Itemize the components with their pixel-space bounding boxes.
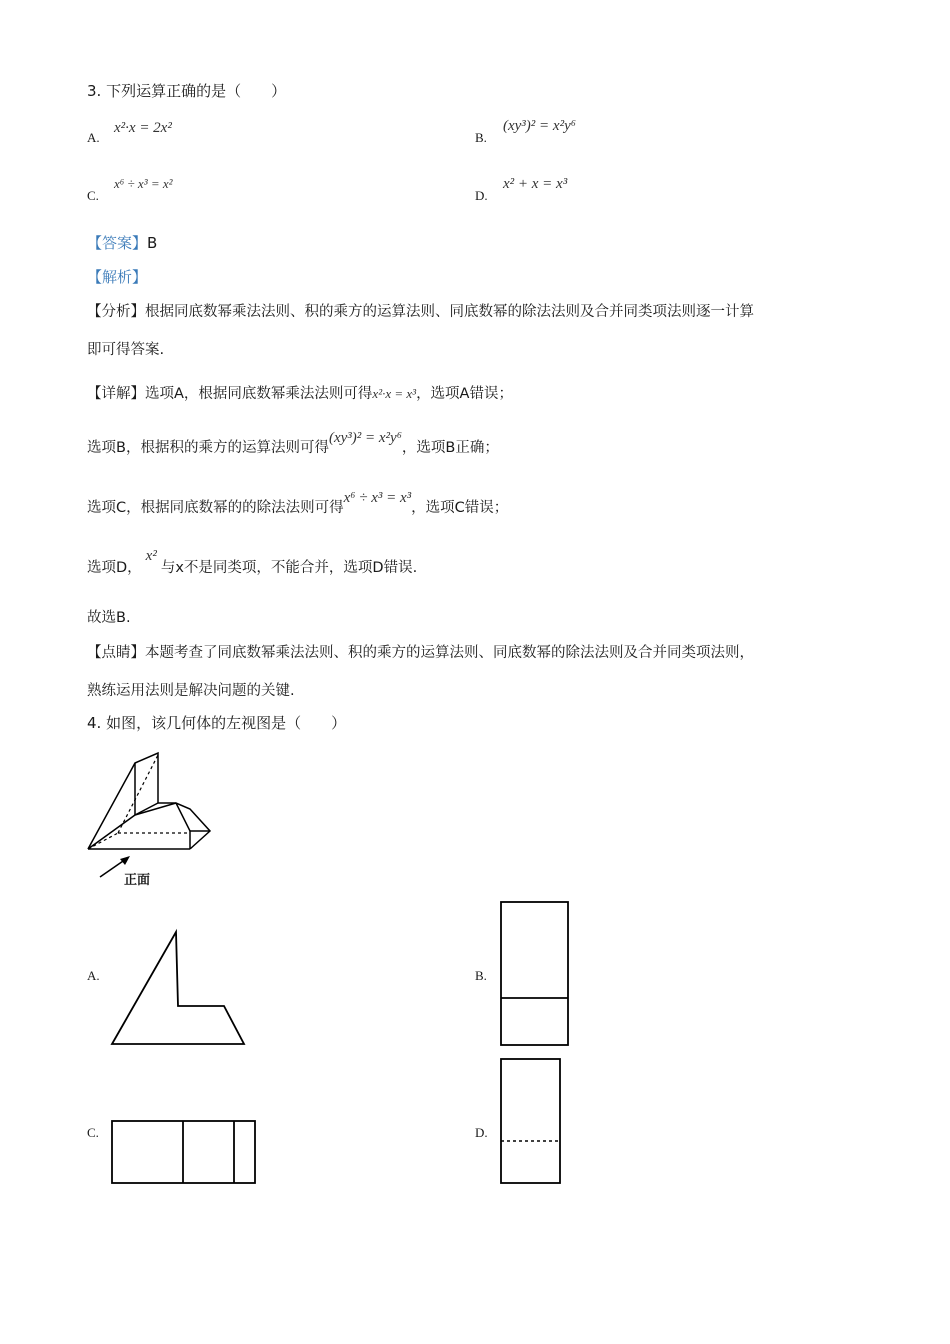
comment-line-2: 熟练运用法则是解决问题的关键. xyxy=(87,683,295,699)
q3-stem: 3. 下列运算正确的是（ ） xyxy=(87,82,287,100)
q3-option-a-label: A. xyxy=(87,130,100,145)
answer-value: B xyxy=(147,234,158,252)
detail-b-expr: (xy³)² = x²y⁶ xyxy=(328,430,402,446)
detail-line-a: 【详解】选项A，根据同底数幂乘法法则可得x²·x = x³，选项A错误； xyxy=(87,386,513,402)
q3-option-c-expr: x⁶ ÷ x³ = x² xyxy=(114,176,173,191)
q4-option-b-figure xyxy=(500,900,572,1048)
analysis-line-2: 即可得答案. xyxy=(87,342,165,358)
q4-option-a-label: A. xyxy=(87,968,100,983)
detail-c-expr: x⁶ ÷ x³ = x³ xyxy=(343,490,412,506)
answer-tag: 【答案】 xyxy=(87,234,148,252)
detail-a-expr: x²·x = x³ xyxy=(372,386,417,401)
q3-option-a-expr: x²·x = 2x² xyxy=(114,120,172,136)
q4-option-d-figure xyxy=(500,1057,564,1187)
q4-option-c-figure xyxy=(110,1119,258,1187)
q4-option-a-figure xyxy=(110,928,250,1048)
analysis-line-1: 【分析】根据同底数幂乘法法则、积的乘方的运算法则、同底数幂的除法法则及合并同类项法则逐一计算 xyxy=(87,304,754,320)
analysis-tag: 【解析】 xyxy=(87,268,148,286)
q4-option-c-label: C. xyxy=(87,1125,99,1140)
q3-option-c-label: C. xyxy=(87,188,99,203)
detail-d-expr: x² xyxy=(145,548,157,564)
q4-option-b-label: B. xyxy=(475,968,487,983)
answer-line xyxy=(87,232,157,253)
q3-option-b-expr: (xy³)² = x²y⁶ xyxy=(503,118,576,134)
solid-figure xyxy=(80,745,230,895)
q3-option-d-label: D. xyxy=(475,188,488,203)
q4-stem: 4. 如图，该几何体的左视图是（ ） xyxy=(87,714,347,732)
detail-line-b: 选项B，根据积的乘方的运算法则可得(xy³)² = x²y⁶，选项B正确； xyxy=(87,430,499,456)
detail-line-c: 选项C，根据同底数幂的的除法法则可得x⁶ ÷ x³ = x³，选项C错误； xyxy=(87,490,509,516)
comment-line-1: 【点睛】本题考查了同底数幂乘法法则、积的乘方的运算法则、同底数幂的除法法则及合并同类项法则， xyxy=(87,645,754,661)
conclusion: 故选B. xyxy=(87,610,131,626)
q3-option-d-expr: x² + x = x³ xyxy=(503,176,568,192)
front-label: 正面 xyxy=(124,873,151,888)
q4-option-d-label: D. xyxy=(475,1125,488,1140)
detail-line-d: 选项D，x²与x不是同类项，不能合并，选项D错误. xyxy=(87,548,418,576)
q3-option-b-label: B. xyxy=(475,130,487,145)
